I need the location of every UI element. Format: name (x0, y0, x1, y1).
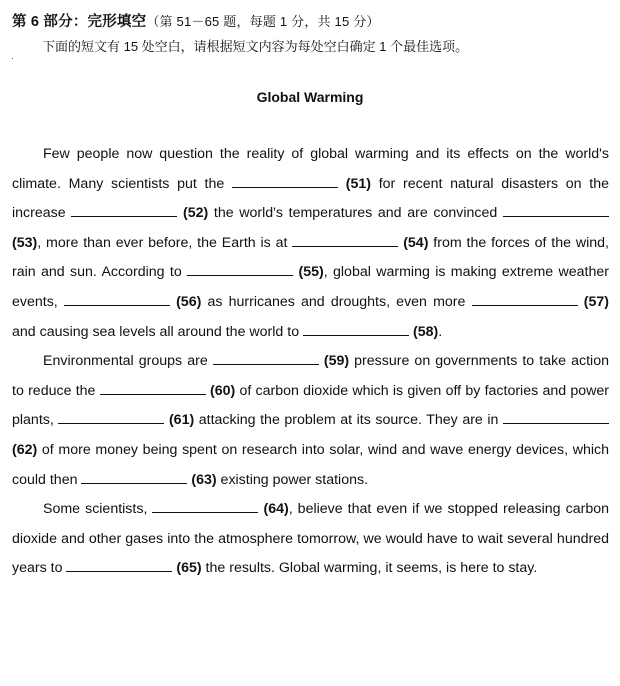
blank-number: (54) (403, 234, 429, 251)
blank-number: (61) (168, 412, 195, 429)
passage-text: for recent natural disasters on the increase (12, 175, 609, 222)
answer-blank[interactable] (503, 409, 609, 424)
answer-blank[interactable] (66, 557, 172, 572)
passage-text: attacking the problem at its source. They are in (194, 412, 503, 429)
passage (12, 140, 609, 584)
scan-artifact-dot (12, 58, 13, 59)
answer-blank[interactable] (503, 202, 609, 217)
passage-text: Some scientists, (43, 501, 153, 518)
blank-number: (60) (209, 382, 236, 399)
passage-text: from the forces of the wind, rain and sun. According to (12, 234, 609, 281)
answer-blank[interactable] (232, 173, 338, 188)
blank-number: (65) (176, 560, 202, 577)
passage-text: as hurricanes and droughts, even more (201, 293, 472, 310)
blank-number: (52) (182, 205, 209, 222)
blank-number: (58) (412, 323, 439, 340)
passage-text: , more than ever before, the Earth is at (37, 234, 293, 251)
section-title: 第 6 部分：完形填空 (12, 14, 147, 30)
answer-blank[interactable] (187, 261, 293, 276)
section-meta: （第 51－65 题，每题 1 分，共 15 分） (146, 14, 380, 29)
blank-number: (64) (263, 501, 289, 518)
blank-number: (63) (191, 471, 217, 488)
answer-blank[interactable] (81, 469, 187, 484)
answer-blank[interactable] (152, 498, 258, 513)
passage-text: the world's temperatures and are convinced (208, 205, 503, 222)
passage-title: Global Warming (256, 89, 364, 105)
paragraph-3 (12, 495, 609, 584)
answer-blank[interactable] (472, 291, 578, 306)
blank-number: (59) (323, 353, 350, 370)
answer-blank[interactable] (292, 232, 398, 247)
answer-blank[interactable] (303, 321, 409, 336)
paragraph-1 (12, 140, 609, 347)
instruction-text: 下面的短文有 15 处空白，请根据短文内容为每处空白确定 1 个最佳选项。 (42, 39, 469, 54)
passage-text: and causing sea levels all around the world to (12, 323, 304, 340)
answer-blank[interactable] (58, 409, 164, 424)
paragraph-2 (12, 347, 609, 495)
blank-number: (51) (345, 175, 371, 192)
passage-text: , believe that even if we stopped releasing carbon dioxide and other gases into the atmosphere tomorrow, we would have to wait several hundred years to (12, 501, 609, 577)
passage-text: of carbon dioxide which is given off by factories and power plants, (12, 382, 610, 429)
answer-blank[interactable] (213, 350, 319, 365)
passage-text: pressure on governments to take action to reduce the (12, 353, 609, 399)
section-heading (12, 10, 380, 31)
passage-text: the results. Global warming, it seems, is here to stay. (201, 560, 538, 577)
passage-text: of more money being spent on research into solar, wind and wave energy devices, which could then (12, 441, 609, 488)
passage-text: . (438, 323, 443, 340)
passage-text: existing power stations. (216, 471, 369, 488)
answer-blank[interactable] (71, 202, 177, 217)
answer-blank[interactable] (64, 291, 170, 306)
blank-number: (57) (583, 293, 609, 310)
passage-text: Few people now question the reality of global warming and its effects on the world's climate. Many scientists put the (12, 146, 609, 192)
passage-text: , global warming is making extreme weather events, (12, 264, 609, 310)
blank-number: (53) (12, 234, 38, 251)
blank-number: (62) (12, 441, 38, 458)
answer-blank[interactable] (100, 380, 206, 395)
passage-text: Environmental groups are (43, 353, 213, 370)
blank-number: (56) (176, 293, 202, 310)
blank-number: (55) (298, 264, 324, 281)
